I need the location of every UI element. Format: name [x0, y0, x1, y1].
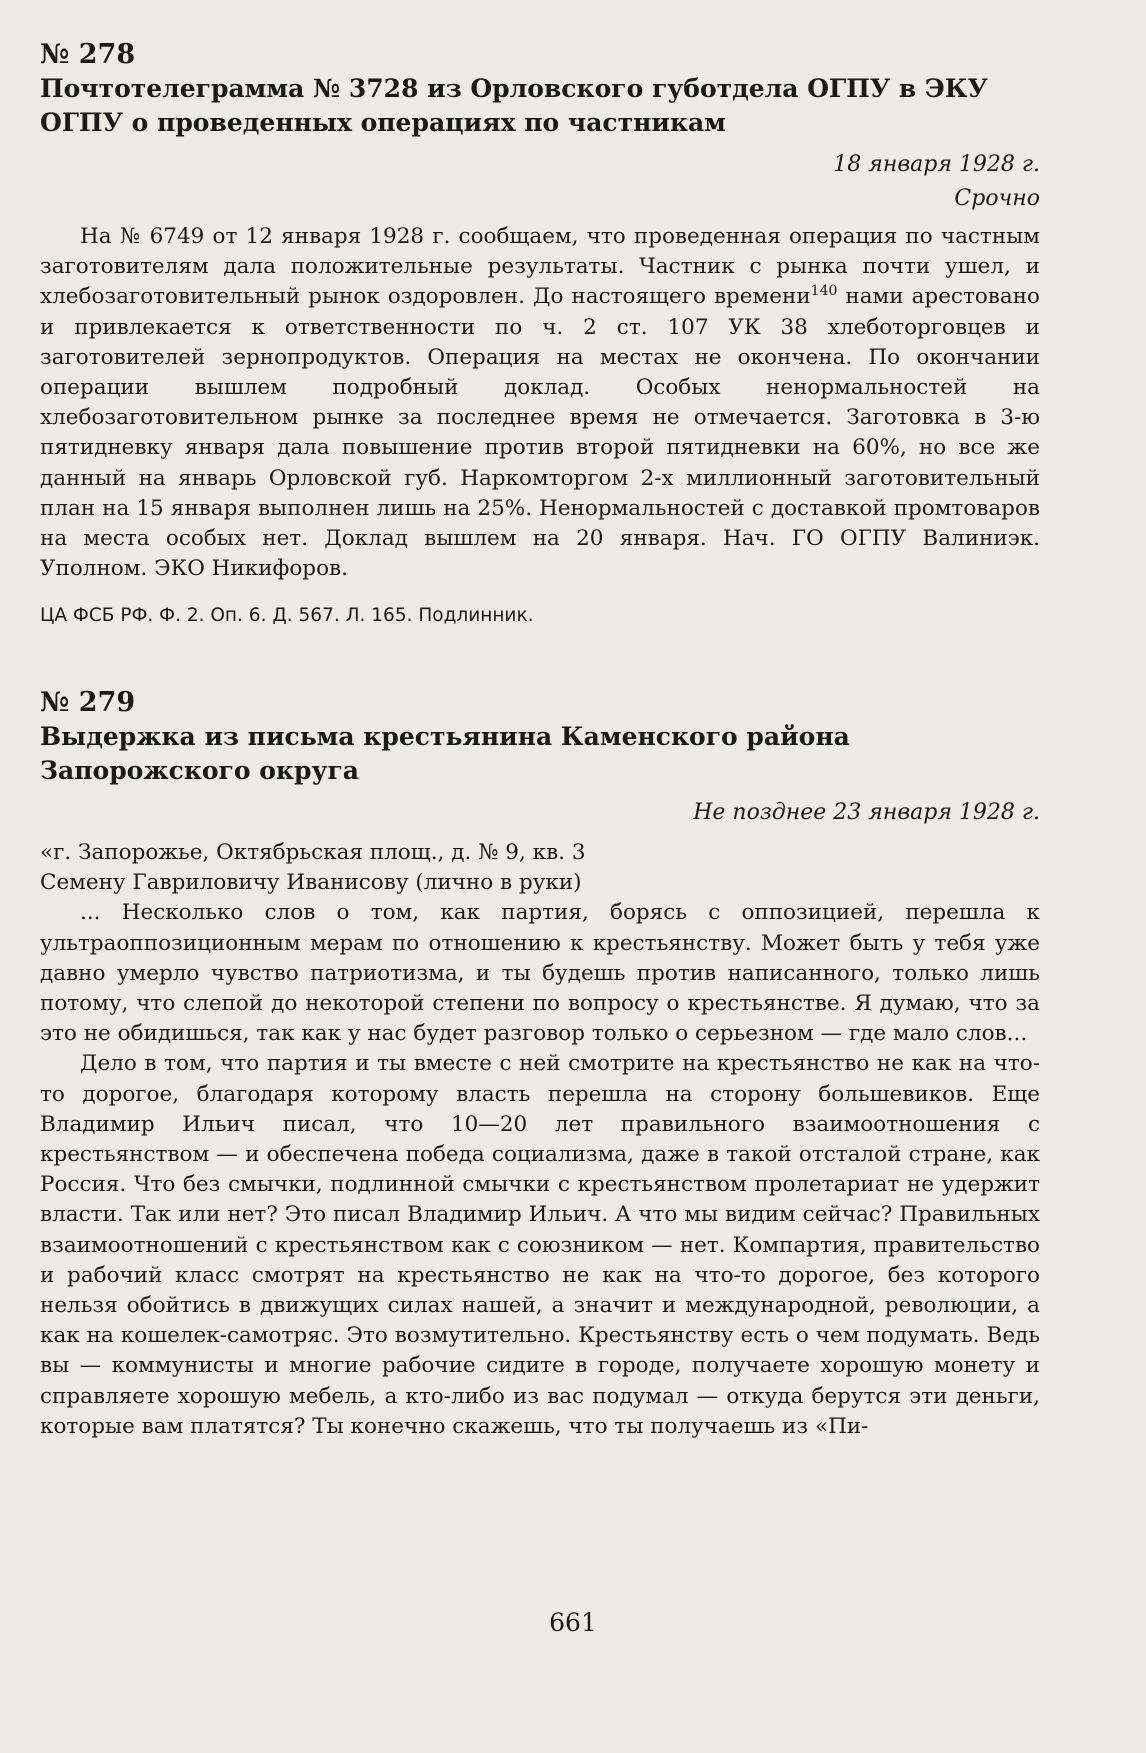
letter-address-line-1: «г. Запорожье, Октябрьская площ., д. № 9, кв. 3: [40, 840, 586, 866]
letter-paragraph-2: Дело в том, что партия и ты вместе с ней смотрите на крестьянство не как на что-то дорогое, благодаря которому власть перешла на сторону большевиков. Еще Владимир Ильич писал, что 10—20 лет правильного взаимоотношения с крестьянством — и обеспечена победа социализма, даже в такой отсталой стране, как Россия. Что без смычки, подлинной смычки с крестьянством пролетариат не удержит власти. Так или нет? Это писал Владимир Ильич. А что мы видим сейчас? Правильных взаимоотношений с крестьянством как с союзником — нет. Компартия, правительство и рабочий класс смотрят на крестьянство не как на что-то дорогое, без которого нельзя обойтись в движущих силах нашей, а значит и международной, революции, а как на кошелек-самотряс. Это возмутительно. Крестьянству есть о чем подумать. Ведь вы — коммунисты и многие рабочие сидите в городе, получаете хорошую монету и справляете хорошую мебель, а кто-либо из вас подумал — откуда берутся эти деньги, которые вам платятся? Ты конечно скажешь, что ты получаешь из «Пи-: [40, 1051, 1040, 1439]
document-title-line-1: Почтотелеграмма № 3728 из Орловского губотдела ОГПУ в ЭКУ: [40, 74, 988, 103]
document-number: № 279: [40, 687, 136, 719]
archive-source: ЦА ФСБ РФ. Ф. 2. Оп. 6. Д. 567. Л. 165. Подлинник.: [40, 605, 534, 627]
document-title-line-2: ОГПУ о проведенных операциях по частникам: [40, 108, 726, 137]
footnote-reference: 140: [810, 283, 838, 300]
document-date: 18 января 1928 г.: [833, 152, 1040, 177]
body-text-part-1: На № 6749 от 12 января 1928 г. сообщаем, что проведенная операция по частным заготовителям дала положительные результаты. Частник с рынка почти ушел, и хлебозаготовительный рынок оздоровлен. До настоящего времени: [40, 224, 1040, 310]
urgency-mark: Срочно: [954, 186, 1040, 211]
document-body: [40, 222, 1040, 584]
body-text-part-2: нами арестовано и привлекается к ответственности по ч. 2 ст. 107 УК 38 хлеботорговцев и заготовителей зернопродуктов. Операция на местах не окончена. По окончании операции вышлем подробный доклад. Особых ненормальностей на хлебозаготовительном рынке за последнее время не отмечается. Заготовка в 3-ю пятидневку января дала повышение против второй пятидневки на 60%, но все же данный на январь Орловской губ. Наркомторгом 2-х миллионный заготовительный план на 15 января выполнен лишь на 25%. Ненормальностей с доставкой промтоваров на места особых нет. Доклад вышлем на 20 января. Нач. ГО ОГПУ Валиниэк. Уполном. ЭКО Никифоров.: [40, 284, 1040, 582]
document-title-line-2: Запорожского округа: [40, 756, 359, 786]
page-number: 661: [549, 1608, 597, 1637]
document-number: № 278: [40, 39, 136, 70]
document-278: [40, 38, 1040, 630]
document-date: Не позднее 23 января 1928 г.: [693, 800, 1040, 826]
letter-paragraph-1: ... Несколько слов о том, как партия, борясь с оппозицией, перешла к ультраоппозиционным мерам по отношению к крестьянству. Может быть у тебя уже давно умерло чувство патриотизма, и ты будешь против написанного, только лишь потому, что слепой до некоторой степени по вопросу о крестьянстве. Я думаю, что за это не обидишься, так как у нас будет разговор только о серьезном — где мало слов...: [40, 900, 1040, 1047]
document-279: [40, 686, 1040, 1442]
document-title-line-1: Выдержка из письма крестьянина Каменского района: [40, 722, 850, 752]
letter-address-line-2: Семену Гавриловичу Иванисову (лично в руки): [40, 870, 582, 896]
